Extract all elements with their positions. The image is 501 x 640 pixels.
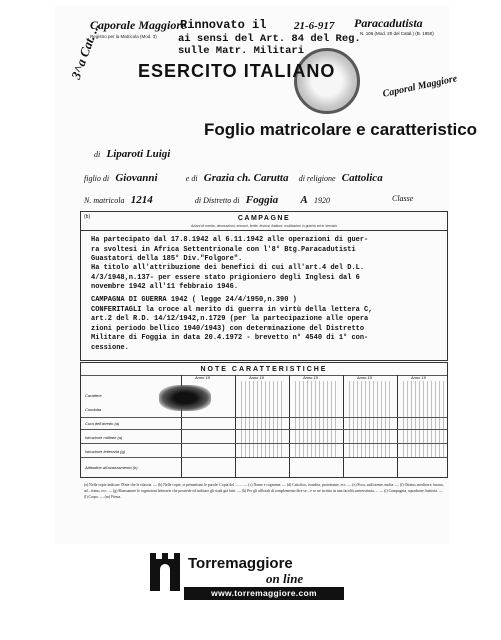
document-page [54, 6, 478, 544]
row-label: Condotta [85, 407, 102, 412]
column-divider [289, 375, 290, 477]
divider [81, 443, 447, 444]
side-annotation: 3^a Cat. ... [68, 20, 103, 82]
renewal-reference: ai sensi del Art. 84 del Reg. [178, 33, 361, 45]
struck-column [349, 381, 391, 457]
catalog-number: N. 106 (Mod. 20 del Catal.) (B. 1950) [360, 31, 434, 36]
divider [81, 230, 447, 231]
year-header: Anno 19 [249, 375, 264, 380]
year-header: Anno 19 [303, 375, 318, 380]
divider [81, 457, 447, 458]
divider [81, 417, 447, 418]
divider [81, 375, 447, 376]
row-label: Istruzione letteraria (g) [85, 449, 126, 454]
logo-tagline: on line [266, 571, 304, 586]
row-label: Carattere [85, 393, 102, 398]
army-title: ESERCITO ITALIANO [138, 61, 336, 81]
district-value: Foggia [245, 194, 279, 206]
renewal-registry: sulle Matr. Militari [178, 45, 305, 57]
row-label: Attitudine all'avanzamento (h) [85, 465, 138, 470]
rank-signature: Caporal Maggiore [381, 73, 459, 100]
divider [81, 429, 447, 430]
merit-cross-paragraph: CAMPAGNA DI GUERRA 1942 ( legge 24/4/1950,n.390 ) CONFERITAGLI la croce al merito di guerra in virtù della lettera C, art.2 del R.D. 14/12/1942,n.1729 (per la partecipazione alle opera zioni periodo bellico 1940/1943) con determinazione del Distretto Militare di Foggia in data 20.4.1972 - brevetto n° 4540 di 1° con- cessione. [91, 296, 373, 352]
class-label: Classe [392, 194, 414, 203]
prisoner-paragraph: Ha titolo all'attribuzione dei benefici di cui all'art.4 del D.L. 4/3/1948,n.137- per essere stato prigioniero degli Inglesi dal 6 novembre 1942 all'11 febbraio 1946. [91, 264, 365, 291]
document-title: Foglio matricolare e caratteristico [204, 120, 478, 139]
mother-name: Grazia ch. Carutta [203, 172, 289, 184]
ink-blot [159, 385, 211, 411]
religion-value: Cattolica [341, 172, 383, 184]
column-divider [343, 375, 344, 477]
campaign-paragraph: Ha partecipato dal 17.8.1942 al 6.11.1942 alle operazioni di guer- ra svoltesi in Africa Settentrionale con l'8° Btg.Paracadutisti Guastatori della 185° Div."Folgore". [91, 236, 369, 263]
soldier-name: Liparoti Luigi [106, 148, 171, 160]
section-number: (b) [84, 214, 91, 220]
year-header: Anno 19 [411, 375, 426, 380]
register-note: Registro per la Matricola (Mod. 3) [90, 34, 157, 39]
note-caratteristiche-section [80, 362, 448, 478]
specialty-handwriting: Paracadutista [354, 16, 423, 30]
renewal-date: 21-6-917 [294, 20, 335, 32]
struck-column [295, 381, 337, 457]
renewal-stamp: Rinnovato il [180, 18, 267, 32]
column-divider [235, 375, 236, 477]
logo-name: Torremaggiore [188, 555, 293, 572]
parents-row: figlio di Giovanni e di Grazia ch. Carutta di religione Cattolica [84, 172, 383, 184]
row-label: Istruzione militare (a) [85, 435, 123, 440]
campagne-subtitle: Azioni di merito, decorazioni, encomi, ferite, lesioni, fratture, mutilazioni in guerra ed in servizio [190, 224, 338, 228]
struck-column [403, 381, 445, 457]
note-title: NOTE CARATTERISTICHE [200, 366, 328, 373]
year-header: Anno 19 [357, 375, 372, 380]
logo-url[interactable]: www.torremaggiore.com [184, 587, 344, 600]
name-row: di Liparoti Luigi [94, 148, 171, 160]
struck-column [241, 381, 283, 457]
registration-row: N. matricola 1214 di Distretto di Foggia A 1920 [84, 194, 330, 206]
campagne-section [80, 211, 448, 361]
row-label: Cura dell'arredo (a) [85, 421, 120, 426]
matricola-value: 1214 [130, 194, 153, 206]
rank-handwriting: Caporale Maggiore [90, 18, 187, 32]
campagne-title: CAMPAGNE [237, 215, 291, 222]
year-header: Anno 19 [195, 375, 210, 380]
footnotes: (a) Nelle copie indicare l'Ente che le rilascia. — (b) Nelle copie, si premettono le parole: Copia del ........ — (c) Nome e cognome. — (d) Cattolico, israelita, protestante, ecc. — (e) Poca, sufficiente, molta. — (f) Ottimo, mediocre, buono, ad ...ttimo, ecc. — (g) Riassumere le cognizioni letterarie che possiede ed indicare gli studi già fatti. — (h) Per gli ufficiali di complemento dire se ...e se ne iscritto in una facoltà universitaria, ... — (i) Compagnia, squadrone, batteria. — (l) Corpo. — (m) Firma. [84, 483, 444, 499]
torremaggiore-logo[interactable] [148, 553, 358, 601]
father-name: Giovanni [115, 172, 158, 184]
column-divider [397, 375, 398, 477]
tower-icon [148, 553, 182, 593]
class-mark: A [300, 194, 308, 206]
